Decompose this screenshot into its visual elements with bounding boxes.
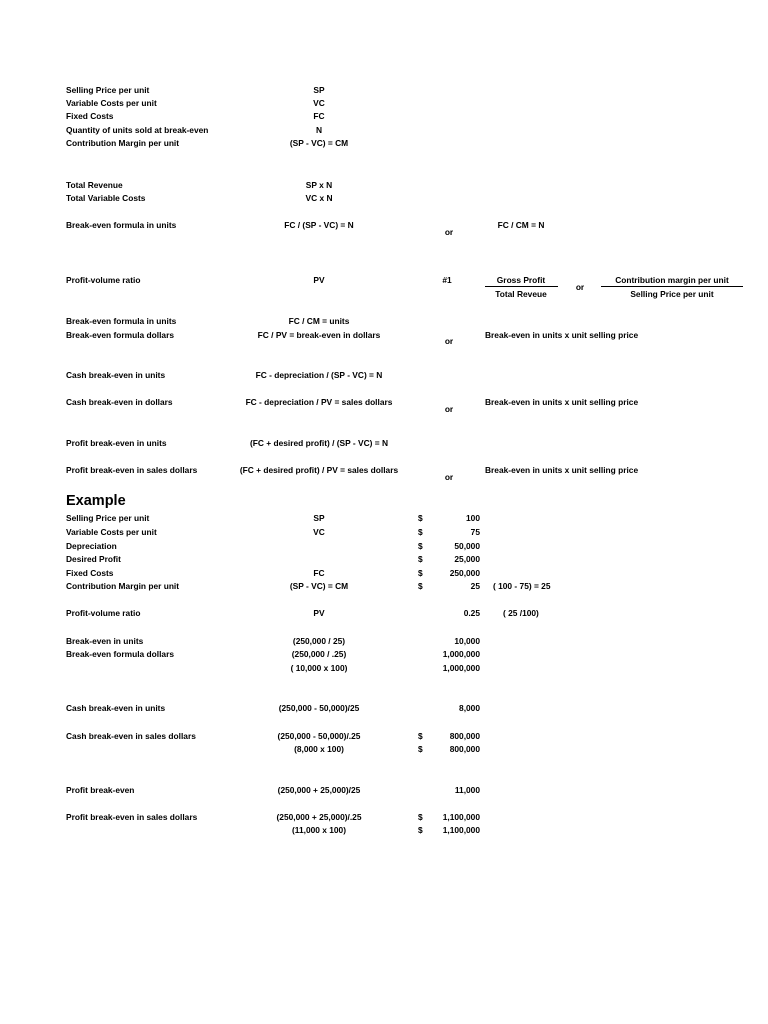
cash-dollars-alt: Break-even in units x unit selling price — [485, 397, 639, 407]
ex-label-depreciation: Depreciation — [66, 541, 117, 551]
ex-value-sp: 100 — [466, 513, 480, 523]
ex-pv-value: 0.25 — [463, 608, 480, 618]
or-label: or — [444, 472, 454, 482]
ex-be-units-label: Break-even in units — [66, 636, 144, 646]
ex-value-depreciation: 50,000 — [454, 541, 480, 551]
breakeven-units-formula: FC / (SP - VC) = N — [284, 220, 354, 230]
ex-currency: $ — [418, 554, 423, 564]
ex-profit-be-formula: (250,000 + 25,000)/25 — [277, 785, 361, 795]
ex-profit-be-label: Profit break-even — [66, 785, 135, 795]
breakeven-units2-label: Break-even formula in units — [66, 316, 177, 326]
pv-ratio-label: Profit-volume ratio — [66, 275, 141, 285]
pv-ratio-formula: PV — [313, 275, 325, 285]
fraction1-numerator: Gross Profit — [496, 275, 546, 285]
breakeven-units2-formula: FC / CM = units — [288, 316, 350, 326]
ex-be-dollars-formula: (250,000 / .25) — [291, 649, 347, 659]
ex-label-desired-profit: Desired Profit — [66, 554, 121, 564]
ex-formula-vc: VC — [313, 527, 325, 537]
breakeven-dollars-label: Break-even formula dollars — [66, 330, 174, 340]
total-vc-label: Total Variable Costs — [66, 193, 146, 203]
ex-be-dollars-label: Break-even formula dollars — [66, 649, 174, 659]
fraction2-bar — [601, 286, 743, 287]
cash-dollars-label: Cash break-even in dollars — [66, 397, 173, 407]
fraction1-denominator: Total Reveue — [495, 289, 547, 299]
ex-cash-dollars-formula: (250,000 - 50,000)/.25 — [277, 731, 361, 741]
ex-profit-dollars-formula2: (11,000 x 100) — [291, 825, 347, 835]
ex-pv-note: ( 25 /100) — [503, 608, 539, 618]
ex-currency: $ — [418, 731, 423, 741]
ex-currency: $ — [418, 568, 423, 578]
ex-value-desired-profit: 25,000 — [454, 554, 480, 564]
ex-label-sp: Selling Price per unit — [66, 513, 150, 523]
ex-currency: $ — [418, 541, 423, 551]
profit-units-formula: (FC + desired profit) / (SP - VC) = N — [249, 438, 389, 448]
ex-cash-dollars-label: Cash break-even in sales dollars — [66, 731, 196, 741]
ex-pv-formula: PV — [313, 608, 325, 618]
ex-currency: $ — [418, 581, 423, 591]
ex-be-dollars-value: 1,000,000 — [442, 649, 480, 659]
total-revenue-formula: SP x N — [305, 180, 333, 190]
ex-cash-units-formula: (250,000 - 50,000)/25 — [278, 703, 360, 713]
profit-dollars-alt: Break-even in units x unit selling price — [485, 465, 639, 475]
or-label: or — [444, 227, 454, 237]
ex-be-dollars-formula2: ( 10,000 x 100) — [290, 663, 348, 673]
example-heading: Example — [66, 493, 126, 509]
total-revenue-label: Total Revenue — [66, 180, 123, 190]
def-label-sp: Selling Price per unit — [66, 85, 150, 95]
def-formula-vc: VC — [313, 98, 325, 108]
or-label: or — [444, 336, 454, 346]
fraction1-bar — [485, 286, 558, 287]
ex-profit-dollars-label: Profit break-even in sales dollars — [66, 812, 198, 822]
ex-cash-dollars-value: 800,000 — [449, 731, 480, 741]
ex-currency: $ — [418, 825, 423, 835]
def-label-fc: Fixed Costs — [66, 111, 114, 121]
ex-formula-sp: SP — [313, 513, 325, 523]
cash-dollars-formula: FC - depreciation / PV = sales dollars — [245, 397, 393, 407]
ex-value-cm: 25 — [470, 581, 480, 591]
ex-formula-cm: (SP - VC) = CM — [289, 581, 349, 591]
ex-profit-dollars-value2: 1,100,000 — [442, 825, 480, 835]
profit-dollars-label: Profit break-even in sales dollars — [66, 465, 198, 475]
ex-pv-label: Profit-volume ratio — [66, 608, 141, 618]
profit-units-label: Profit break-even in units — [66, 438, 167, 448]
ex-label-fc: Fixed Costs — [66, 568, 114, 578]
or-label: or — [575, 282, 585, 292]
profit-dollars-formula: (FC + desired profit) / PV = sales dollars — [239, 465, 399, 475]
ex-be-dollars-value2: 1,000,000 — [442, 663, 480, 673]
ex-currency: $ — [418, 513, 423, 523]
def-formula-fc: FC — [313, 111, 325, 121]
breakeven-dollars-formula: FC / PV = break-even in dollars — [257, 330, 381, 340]
def-label-n: Quantity of units sold at break-even — [66, 125, 209, 135]
cash-units-label: Cash break-even in units — [66, 370, 166, 380]
ex-be-units-value: 10,000 — [454, 636, 480, 646]
ex-be-units-formula: (250,000 / 25) — [292, 636, 346, 646]
fraction2-denominator: Selling Price per unit — [630, 289, 714, 299]
ex-currency: $ — [418, 527, 423, 537]
or-label: or — [444, 404, 454, 414]
ex-cash-units-label: Cash break-even in units — [66, 703, 166, 713]
ex-profit-be-value: 11,000 — [454, 785, 480, 795]
ex-label-vc: Variable Costs per unit — [66, 527, 157, 537]
def-formula-cm: (SP - VC) = CM — [289, 138, 349, 148]
ex-cash-units-value: 8,000 — [459, 703, 480, 713]
ex-currency: $ — [418, 812, 423, 822]
ex-note-cm: ( 100 - 75) = 25 — [493, 581, 551, 591]
ex-cash-dollars-value2: 800,000 — [449, 744, 480, 754]
ex-profit-dollars-formula: (250,000 + 25,000)/.25 — [276, 812, 362, 822]
ex-value-fc: 250,000 — [449, 568, 480, 578]
breakeven-units-alt: FC / CM = N — [497, 220, 545, 230]
ex-value-vc: 75 — [470, 527, 480, 537]
ex-currency: $ — [418, 744, 423, 754]
pv-ratio-ref: #1 — [442, 275, 452, 285]
ex-profit-dollars-value: 1,100,000 — [442, 812, 480, 822]
def-formula-sp: SP — [313, 85, 325, 95]
ex-cash-dollars-formula2: (8,000 x 100) — [294, 744, 344, 754]
fraction2-numerator: Contribution margin per unit — [615, 275, 729, 285]
total-vc-formula: VC x N — [305, 193, 333, 203]
breakeven-dollars-alt: Break-even in units x unit selling price — [485, 330, 639, 340]
def-formula-n: N — [315, 125, 323, 135]
def-label-vc: Variable Costs per unit — [66, 98, 157, 108]
def-label-cm: Contribution Margin per unit — [66, 138, 180, 148]
breakeven-units-label: Break-even formula in units — [66, 220, 177, 230]
cash-units-formula: FC - depreciation / (SP - VC) = N — [255, 370, 383, 380]
ex-formula-fc: FC — [313, 568, 325, 578]
ex-label-cm: Contribution Margin per unit — [66, 581, 180, 591]
